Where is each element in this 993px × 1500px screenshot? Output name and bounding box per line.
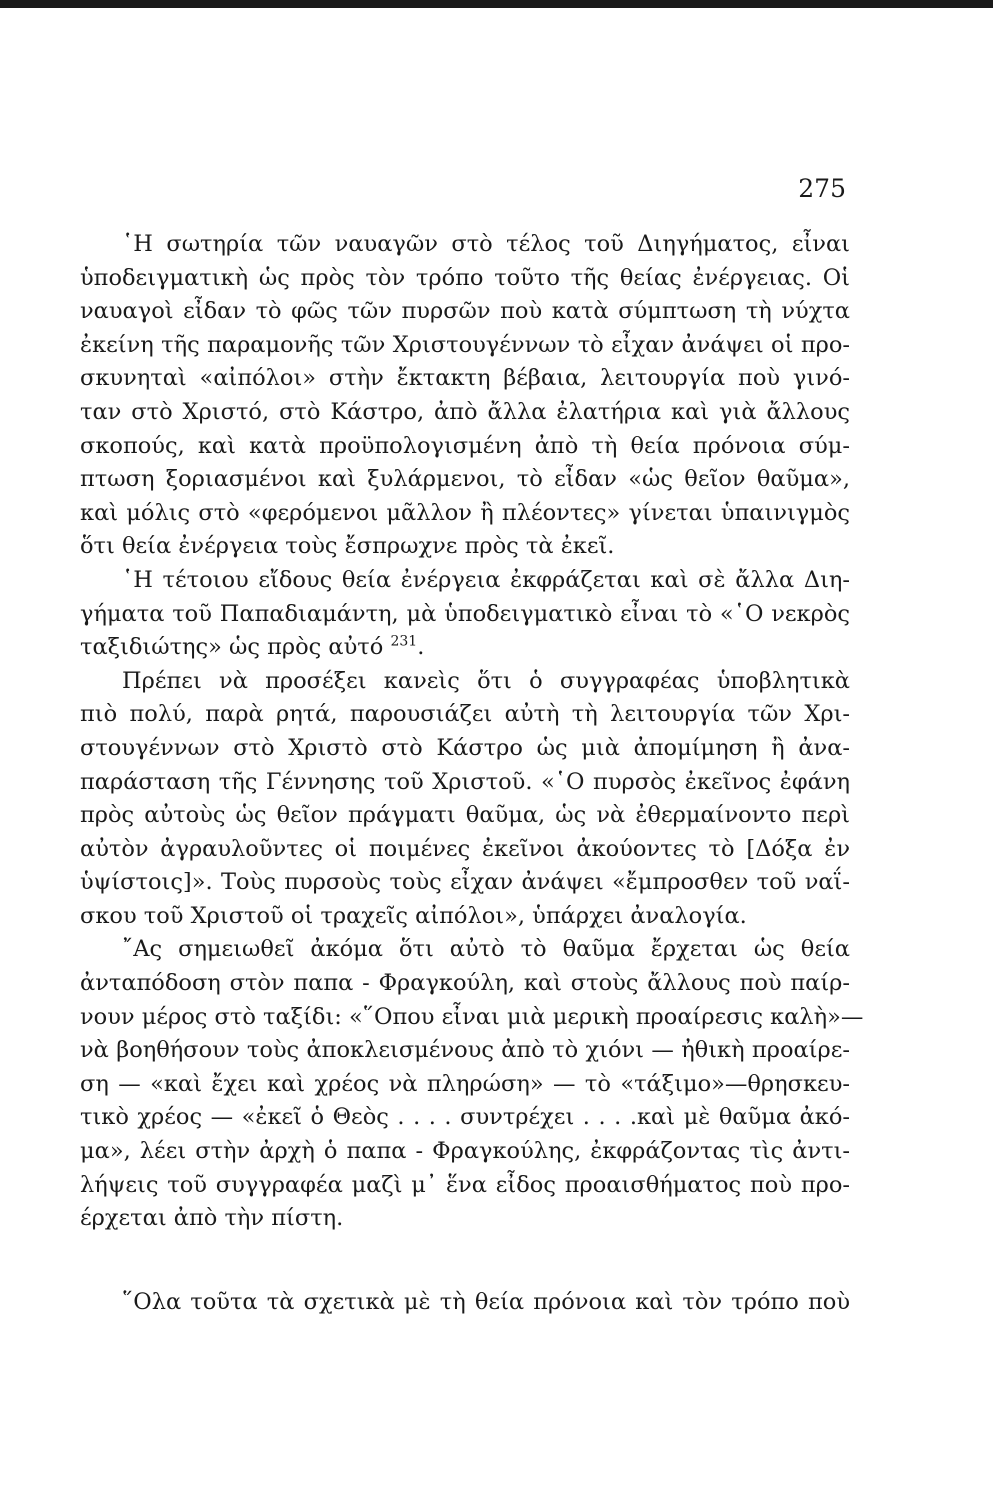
- text-line: παράσταση τῆς Γέννησης τοῦ Χριστοῦ. «῾Ο πυρσὸς ἐκεῖνος ἐφάνη: [80, 768, 850, 795]
- text-line: ὑψίστοις]». Τοὺς πυρσοὺς τοὺς εἶχαν ἀνάψει «ἔμπροσθεν τοῦ ναΐ-: [80, 869, 850, 896]
- text-line: ὅτι θεία ἐνέργεια τοὺς ἔσπρωχνε πρὸς τὰ ἐκεῖ.: [80, 533, 615, 560]
- text-line: σκου τοῦ Χριστοῦ οἱ τραχεῖς αἰπόλοι», ὑπάρχει ἀναλογία.: [80, 902, 747, 929]
- text-line: σκυνηταὶ «αἰπόλοι» στὴν ἔκτακτη βέβαια, λειτουργία ποὺ γινό-: [80, 365, 850, 392]
- text-line: γήματα τοῦ Παπαδιαμάντη, μὰ ὑποδειγματικὸ εἶναι τὸ «῾Ο νεκρὸς: [80, 600, 850, 627]
- text-line: ση — «καὶ ἔχει καὶ χρέος νὰ πληρώση» — τὸ «τάξιμο»—θρησκευ-: [80, 1070, 850, 1097]
- text-line: έρχεται ἀπὸ τὴν πίστη.: [80, 1205, 344, 1232]
- page-number: 275: [798, 174, 846, 203]
- text-line: λήψεις τοῦ συγγραφέα μαζὶ μ᾽ ἕνα εἶδος προαισθήματος ποὺ προ-: [80, 1171, 850, 1198]
- footnote-ref: 231: [390, 633, 418, 650]
- text-line: Πρέπει νὰ προσέξει κανεὶς ὅτι ὁ συγγραφέας ὑποβλητικὰ: [122, 667, 850, 694]
- section-gap: [80, 1236, 850, 1286]
- paragraph-4: [80, 933, 864, 1235]
- text-line: τικὸ χρέος — «ἐκεῖ ὁ Θεὸς . . . . συντρέχει . . . .καὶ μὲ θαῦμα ἀκό-: [80, 1104, 850, 1131]
- paragraph-2: [80, 564, 850, 665]
- text-line: ῾Η τέτοιου εἴδους θεία ἐνέργεια ἐκφράζεται καὶ σὲ ἄλλα Διη-: [122, 566, 850, 593]
- text-line: στουγέννων στὸ Χριστὸ στὸ Κάστρο ὡς μιὰ ἀπομίμηση ἢ ἀνα-: [80, 734, 850, 761]
- text-line: ταν στὸ Χριστό, στὸ Κάστρο, ἀπὸ ἄλλα ἐλατήρια καὶ γιὰ ἄλλους: [80, 398, 850, 425]
- text-line: πρὸς αὐτοὺς ὡς θεῖον πράγματι θαῦμα, ὡς νὰ ἐθερμαίνοντο περὶ: [80, 802, 850, 829]
- text-line: ναυαγοὶ εἶδαν τὸ φῶς τῶν πυρσῶν ποὺ κατὰ σύμπτωση τὴ νύχτα: [80, 298, 850, 325]
- text-line: ταξιδιώτης» ὡς πρὸς αὐτό: [80, 634, 384, 661]
- text-line: ὑποδειγματικὴ ὡς πρὸς τὸν τρόπο τοῦτο τῆς θείας ἐνέργειας. Οἱ: [80, 264, 850, 291]
- text-line: ἀνταπόδοση στὸν παπα - Φραγκούλη, καὶ στοὺς ἄλλους ποὺ παίρ-: [80, 970, 850, 997]
- text-line: ἐκείνη τῆς παραμονῆς τῶν Χριστουγέννων τὸ εἶχαν ἀνάψει οἱ προ-: [80, 331, 850, 358]
- paragraph-3: [80, 665, 850, 934]
- text-line: μα», λέει στὴν ἀρχὴ ὁ παπα - Φραγκούλης, ἐκφράζοντας τὶς ἀντι-: [80, 1138, 850, 1165]
- footnote-suffix: .: [417, 634, 425, 661]
- text-line: νὰ βοηθήσουν τοὺς ἀποκλεισμένους ἀπὸ τὸ χιόνι — ἠθικὴ προαίρε-: [80, 1037, 850, 1064]
- paragraph-5: [80, 1286, 850, 1320]
- text-line: σκοπούς, καὶ κατὰ προϋπολογισμένη ἀπὸ τὴ θεία πρόνοια σύμ-: [80, 432, 850, 459]
- text-line: πτωση ξοριασμένοι καὶ ξυλάρμενοι, τὸ εἶδαν «ὡς θεῖον θαῦμα»,: [80, 466, 850, 493]
- text-line: ῾Η σωτηρία τῶν ναυαγῶν στὸ τέλος τοῦ Διηγήματος, εἶναι: [122, 231, 850, 257]
- text-line: καὶ μόλις στὸ «φερόμενοι μᾶλλον ἢ πλέοντες» γίνεται ὑπαινιγμὸς: [80, 499, 850, 526]
- text-line: νουν μέρος στὸ ταξίδι: «῞Οπου εἶναι μιὰ μερικὴ προαίρεσις καλὴ»—: [80, 1003, 864, 1030]
- text-line-with-footnote: [80, 631, 850, 665]
- page-top-edge: [0, 0, 993, 8]
- paragraph-1: [80, 228, 850, 564]
- text-line: ῎Ας σημειωθεῖ ἀκόμα ὅτι αὐτὸ τὸ θαῦμα ἔρχεται ὡς θεία: [122, 936, 850, 963]
- text-line: ῞Ολα τοῦτα τὰ σχετικὰ μὲ τὴ θεία πρόνοια καὶ τὸν τρόπο ποὺ: [122, 1288, 850, 1315]
- body-text: [80, 228, 864, 1319]
- text-line: πιὸ πολύ, παρὰ ρητά, παρουσιάζει αὐτὴ τὴ λειτουργία τῶν Χρι-: [80, 701, 850, 728]
- text-line: αὐτὸν ἀγραυλοῦντες οἱ ποιμένες ἐκεῖνοι ἀκούοντες τὸ [Δόξα ἐν: [80, 835, 850, 862]
